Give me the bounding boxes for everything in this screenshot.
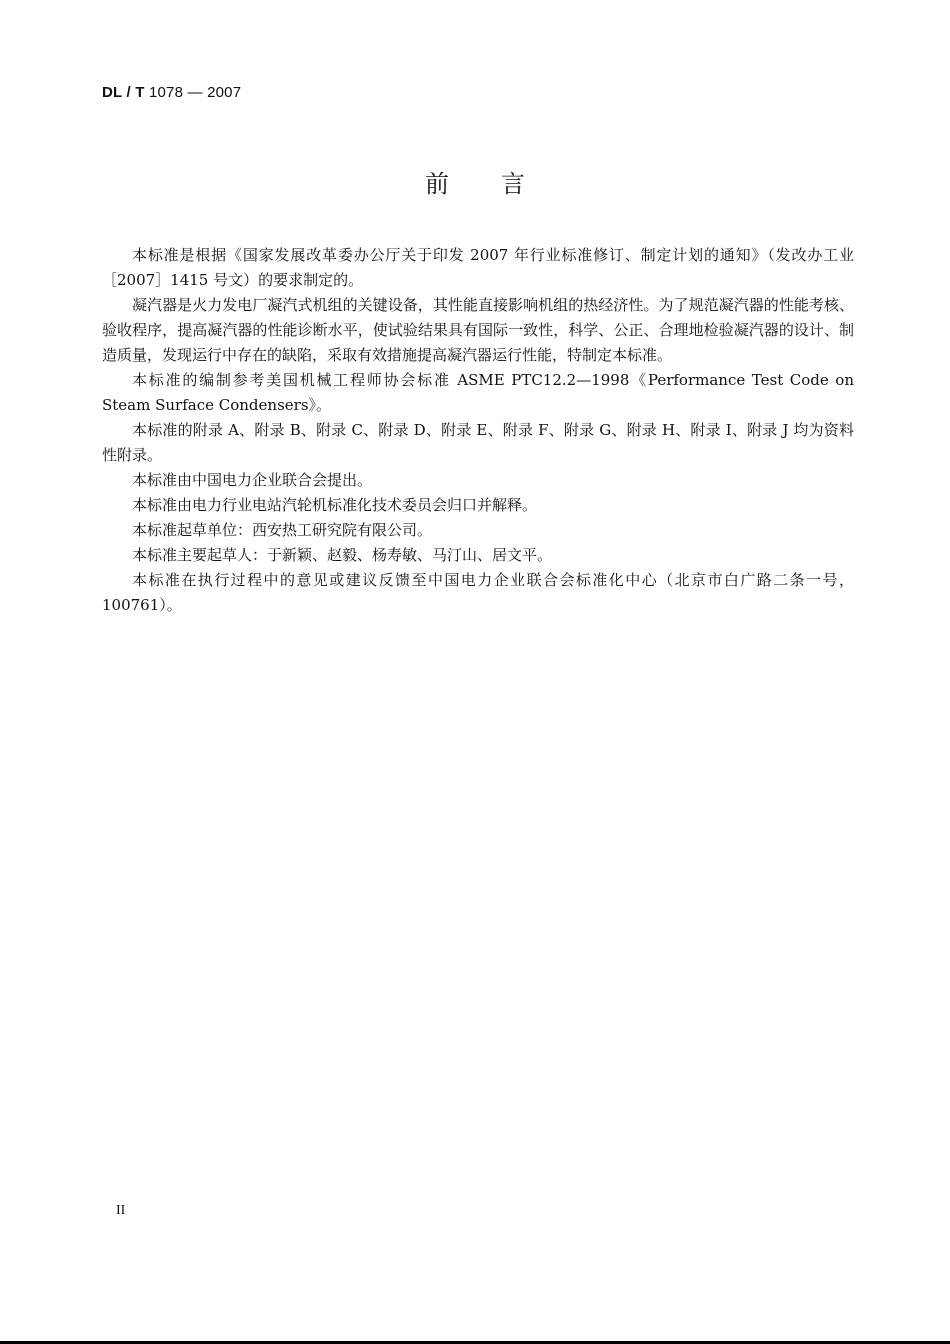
paragraph-administered-by: 本标准由电力行业电站汽轮机标准化技术委员会归口并解释。 xyxy=(132,496,538,514)
paragraph-drafters: 本标准主要起草人：于新颖、赵毅、杨寿敏、马汀山、居文平。 xyxy=(132,546,553,564)
paragraph-basis: 本标准是根据《国家发展改革委办公厅关于印发 2007 年行业标准修订、制定计划的通知》（发改办工业［2007］1415 号文）的要求制定的。 xyxy=(102,246,854,289)
paragraph-reference: 本标准的编制参考美国机械工程师协会标准 ASME PTC12.2—1998《Performance Test Code on Steam Surface Condensers》。 xyxy=(102,371,854,414)
page-number: II xyxy=(116,1203,126,1218)
standard-number: 1078 — 2007 xyxy=(144,84,242,101)
paragraph-appendices: 本标准的附录 A、附录 B、附录 C、附录 D、附录 E、附录 F、附录 G、附录 H、附录 I、附录 J 均为资料性附录。 xyxy=(102,421,854,464)
paragraph-drafting-unit: 本标准起草单位：西安热工研究院有限公司。 xyxy=(132,521,433,539)
paragraph-proposed-by: 本标准由中国电力企业联合会提出。 xyxy=(132,471,373,489)
foreword-body xyxy=(102,243,854,618)
paragraph-purpose: 凝汽器是火力发电厂凝汽式机组的关键设备，其性能直接影响机组的热经济性。为了规范凝汽器的性能考核、验收程序，提高凝汽器的性能诊断水平，使试验结果具有国际一致性，科学、公正、合理地检验凝汽器的设计、制造质量，发现运行中存在的缺陷，采取有效措施提高凝汽器运行性能，特制定本标准。 xyxy=(102,296,854,364)
page-title: 前言 xyxy=(425,170,577,198)
paragraph-feedback: 本标准在执行过程中的意见或建议反馈至中国电力企业联合会标准化中心（北京市白广路二条一号，100761）。 xyxy=(102,571,854,614)
document-code-header xyxy=(102,84,241,101)
standard-prefix: DL / T xyxy=(102,84,145,101)
